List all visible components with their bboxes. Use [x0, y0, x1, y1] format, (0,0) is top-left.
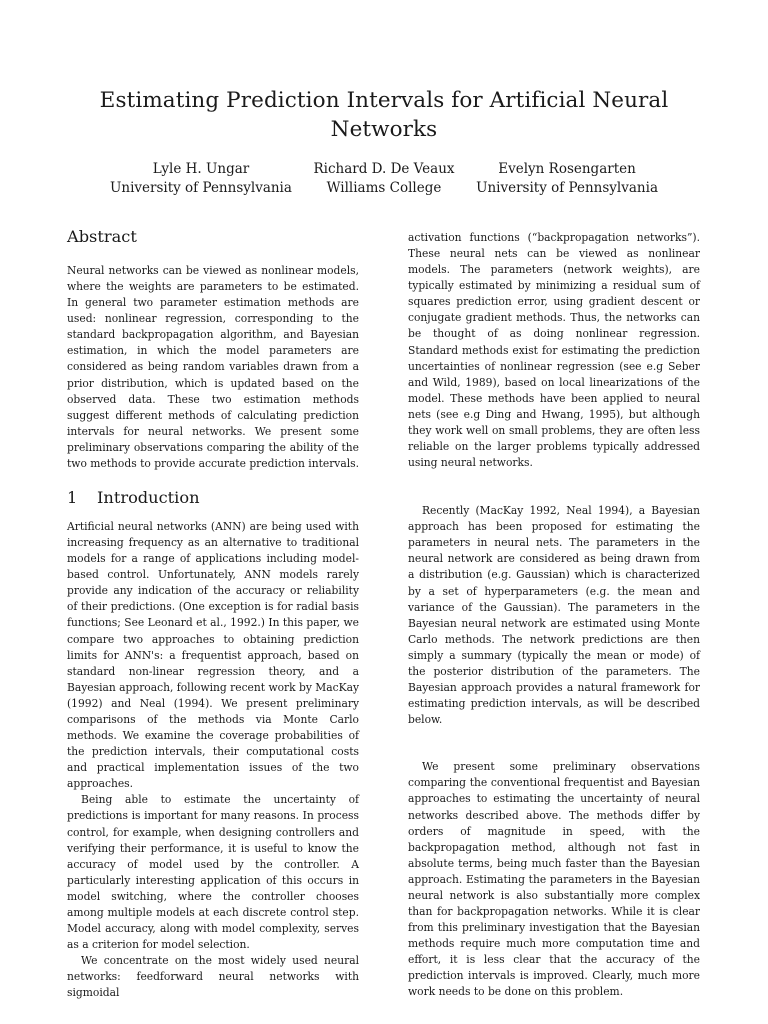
abstract-text: Neural networks can be viewed as nonlinear models, where the weights are parameters to be estimated. In general two parameter estimation methods are used: nonlinear regression, corresponding to the standard backpropagation algorithm, and Bayesian estimation, in which the model parameters are considered as being random variables drawn from a prior distribution, which is updated based on the observed data. These two estimation methods suggest different methods of calculating prediction intervals for neural networks. We present some preliminary observations comparing the ability of the two methods to provide accurate prediction intervals.: [67, 264, 360, 470]
body-paragraph-1: activation functions (“backpropagation networks”). These neural nets can be viewed as nonlinear models. The parameters (network weights), are typically estimated by minimizing a residual sum of squares prediction error, using gradient descent or conjugate gradient methods. Thus, the networks can be thought of as doing nonlinear regression. Standard methods exist for estimating the prediction uncertainties of nonlinear regression (see e.g Seber and Wild, 1989), based on local linearizations of the model. These methods have been applied to neural nets (see e.g Ding and Hwang, 1995), but although they work well on small problems, they are often less reliable on the larger problems typically addressed using neural networks.: [408, 231, 700, 470]
paper-title: Estimating Prediction Intervals for Artificial Neural Networks: [99, 88, 669, 142]
right-column: [408, 230, 700, 1000]
paragraph-gap: [408, 471, 700, 503]
body-paragraph-2: Recently (MacKay 1992, Neal 1994), a Bayesian approach has been proposed for estimating the parameters in neural nets. The parameters in the neural network are considered as being drawn from a distribution (e.g. Gaussian) which is characterized by a set of hyperparameters (e.g. the mean and variance of the Gaussian). The parameters in the Bayesian neural network are estimated using Monte Carlo methods. The network predictions are then simply a summary (typically the mean or mode) of the posterior distribution of the parameters. The Bayesian approach provides a natural framework for estimating prediction intervals, as will be described below.: [408, 504, 700, 727]
paragraph-gap: [408, 728, 700, 759]
intro-paragraph-1: Artificial neural networks (ANN) are being used with increasing frequency as an alternative to traditional models for a range of applications including model-based control. Unfortunately, ANN models rarely provide any indication of the accuracy or reliability of their predictions. (One exception is for radial basis functions; See Leonard et al., 1992.) In this paper, we compare two approaches to obtaining prediction limits for ANN's: a frequentist approach, based on standard non-linear regression theory, and a Bayesian approach, following recent work by MacKay (1992) and Neal (1994). We present preliminary comparisons of the methods via Monte Carlo methods. We examine the coverage probabilities of the prediction intervals, their computational costs and practical implementation issues of the two approaches.: [67, 520, 359, 791]
author-affiliation: University of Pennsylvania: [110, 180, 292, 196]
section-number: 1: [67, 488, 78, 508]
author-name: Richard D. De Veaux: [313, 161, 455, 177]
author-2: [313, 160, 454, 198]
author-1: [110, 160, 292, 198]
abstract-heading: Abstract: [67, 227, 137, 246]
author-block: [110, 160, 658, 198]
section-heading: [67, 487, 359, 509]
author-name: Lyle H. Ungar: [152, 161, 250, 177]
intro-paragraph-3: We concentrate on the most widely used neural networks: feedforward neural networks with sigmoidal: [67, 954, 359, 1000]
intro-paragraph-2: Being able to estimate the uncertainty of predictions is important for many reasons. In process control, for example, when designing controllers and verifying their performance, it is useful to know the accuracy of model used by the controller. A particularly interesting application of this occurs in model switching, where the controller chooses among multiple models at each discrete control step. Model accuracy, along with model complexity, serves as a criterion for model selection.: [67, 793, 359, 952]
author-name: Evelyn Rosengarten: [498, 161, 636, 177]
body-paragraph-3: We present some preliminary observations comparing the conventional frequentist and Bayesian approaches to estimating the uncertainty of neural networks described above. The methods differ by orders of magnitude in speed, with the backpropagation method, although not fast in absolute terms, being much faster than the Bayesian approach. Estimating the parameters in the Bayesian neural network is also substantially more complex than for backpropagation networks. While it is clear from this preliminary investigation that the Bayesian methods require much more computation time and effort, it is less clear that the accuracy of the prediction intervals is improved. Clearly, much more work needs to be done on this problem.: [408, 760, 700, 999]
author-affiliation: University of Pennsylvania: [476, 180, 658, 196]
author-3: [476, 160, 658, 198]
section-title: Introduction: [97, 488, 200, 508]
left-column: [67, 226, 359, 1001]
author-affiliation: Williams College: [326, 180, 442, 196]
